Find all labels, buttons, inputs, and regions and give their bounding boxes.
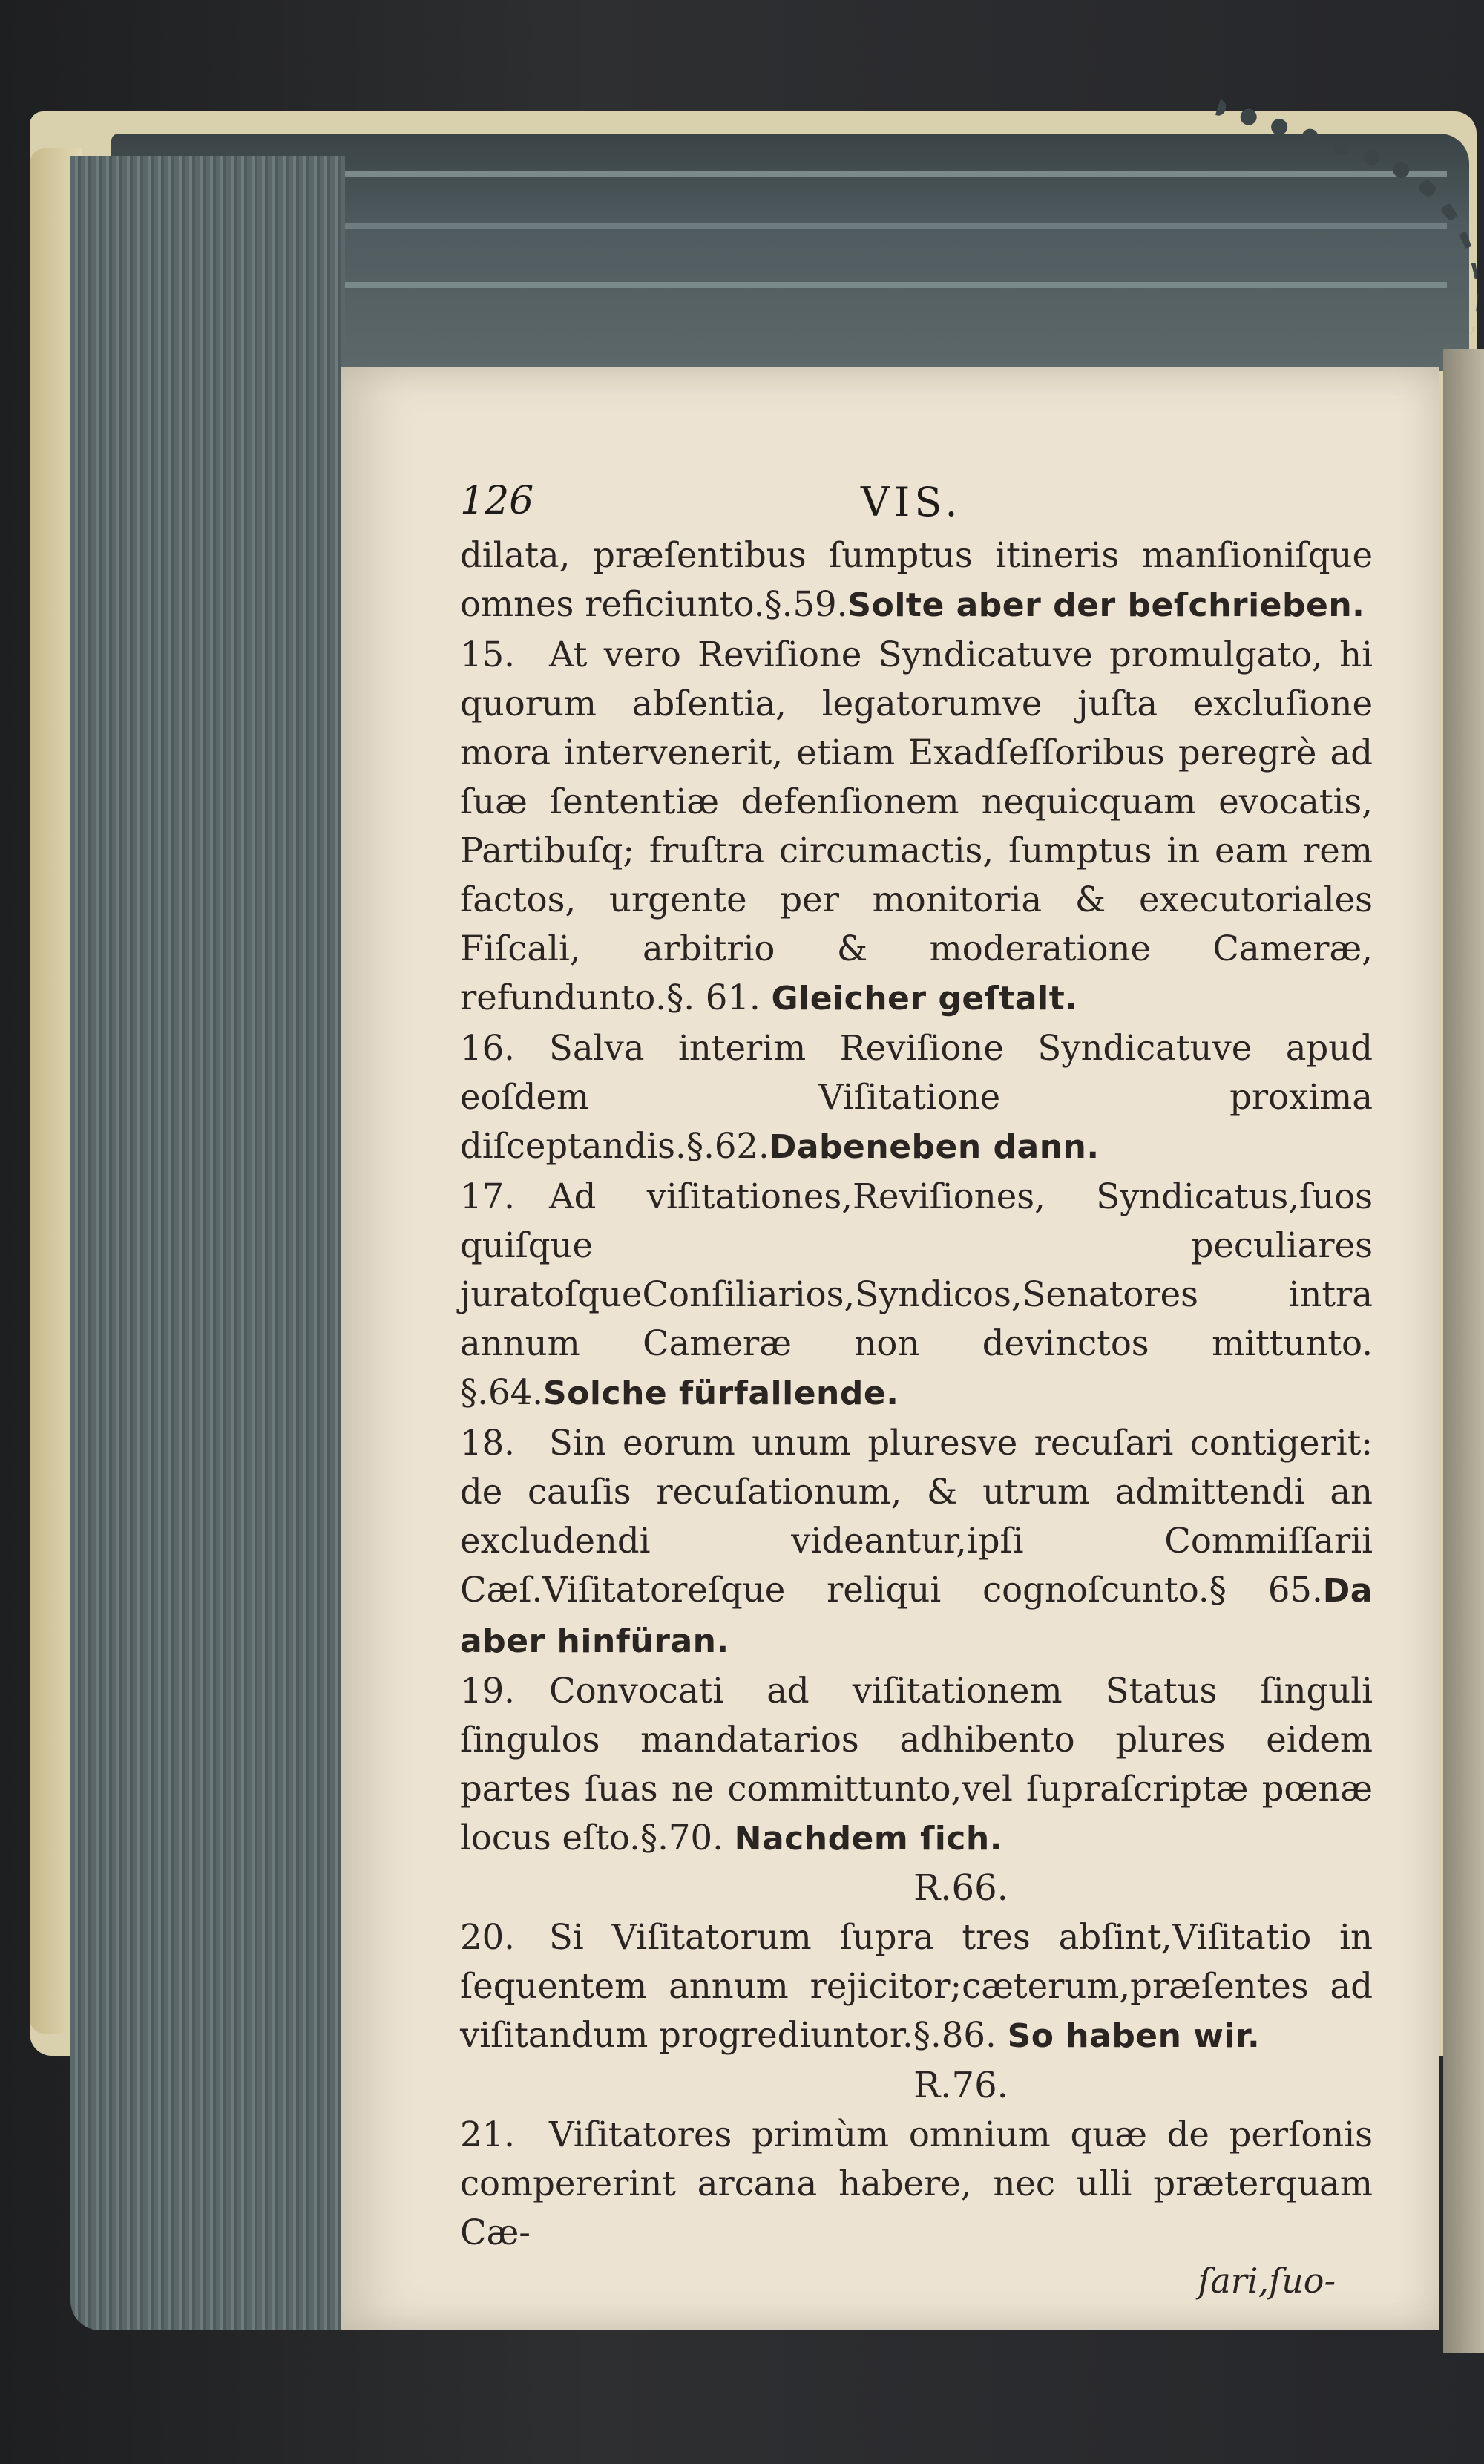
- book-fore-edge: [70, 156, 345, 2330]
- paragraph-latin: Ad viſitationes,Reviſiones, Syndicatus,ſuos quiſque peculiares juratoſqueConſiliarios,Syndicos,Senatores intra annum Cameræ non devinctos mittunto. §.64.: [460, 1176, 1373, 1412]
- paragraph-latin: Salva interim Reviſione Syndicatuve apud eoſdem Viſitatione proxima diſceptandis.§.62.: [460, 1028, 1373, 1166]
- paragraph: [460, 1913, 1373, 2061]
- paragraph-german: Solche fürfallende.: [542, 1374, 899, 1412]
- paragraph-number: 17.: [460, 1176, 515, 1216]
- signature-mark: R.76.: [913, 2065, 1008, 2106]
- paragraph-number: 21.: [460, 2114, 515, 2155]
- paragraph: [460, 1023, 1373, 1172]
- catchword: ſari,ſuo-: [1198, 2261, 1336, 2301]
- paragraph: [460, 1418, 1373, 1666]
- paragraph-number: 16.: [460, 1028, 515, 1068]
- page-text: [460, 479, 1373, 2304]
- paragraph-german: Gleicher geſtalt.: [771, 980, 1078, 1018]
- paragraph-german: Dabeneben dann.: [769, 1128, 1100, 1166]
- paragraph-number: 18.: [460, 1423, 515, 1463]
- running-head: VIS.: [861, 479, 962, 525]
- book-page: [341, 367, 1439, 2330]
- paragraph: [460, 1666, 1373, 1864]
- facing-page-edge: [1443, 349, 1484, 2353]
- paragraph-number: 15.: [460, 635, 515, 675]
- paragraph-german: So haben wir.: [1007, 2017, 1261, 2055]
- paragraph-latin: dilata, præſentibus ſumptus itineris manſioniſque omnes reficiunto.§.59.: [460, 535, 1373, 624]
- paragraph-german: Da aber hinfüran.: [460, 1572, 1373, 1660]
- paragraph: [460, 531, 1373, 630]
- signature-mark: R.66.: [913, 1867, 1008, 1909]
- paragraph-latin: Si Viſitatorum ſupra tres abſint,Viſitatio in ſequentem annum rejicitor;cæterum,præſentes ad viſitandum progrediuntor.§.86.: [460, 1917, 1373, 2055]
- paragraph-latin: At vero Reviſione Syndicatuve promulgato, hi quorum abſentia, legatorumve juſta excluſione mora intervenerit, etiam Exadſeſſoribus peregrè ad ſuæ ſententiæ defenſionem nequicquam evocatis, Partibuſq; fruſtra circumactis, ſumptus in eam rem factos, urgente per monitoria & executoriales Fiſcali, arbitrio & moderatione Cameræ, refunduntо.§. 61.: [460, 635, 1373, 1018]
- paragraph-german: Nachdem ſich.: [734, 1820, 1002, 1858]
- page-number: 126: [460, 479, 534, 523]
- paragraph: [460, 630, 1373, 1023]
- paragraph-german: Solte aber der beſchrieben.: [847, 586, 1365, 624]
- paragraph-number: 20.: [460, 1917, 515, 1957]
- paragraph-number: 19.: [460, 1671, 515, 1711]
- paragraph: [460, 1172, 1373, 1418]
- paragraph-latin: Sin eorum unum pluresve recuſari contigerit: de cauſis recuſationum, & utrum admittendi an excludendi videantur,ipſi Commiſſarii Cæſ.Viſitatoreſque reliqui cognoſcunto.§ 65.: [460, 1423, 1373, 1610]
- paragraph-latin: Viſitatores primùm omnium quæ de perſonis compererint arcana habere, nec ulli præterquam Cæ-: [460, 2114, 1373, 2252]
- page-header: [460, 479, 1373, 531]
- paragraph-latin: Convocati ad viſitationem Status ſinguli ſingulos mandatarios adhibento plures eidem partes ſuas ne committunto,vel ſupraſcriptæ pœnæ locus eſto.§.70.: [460, 1671, 1373, 1858]
- paragraph: [460, 2110, 1373, 2257]
